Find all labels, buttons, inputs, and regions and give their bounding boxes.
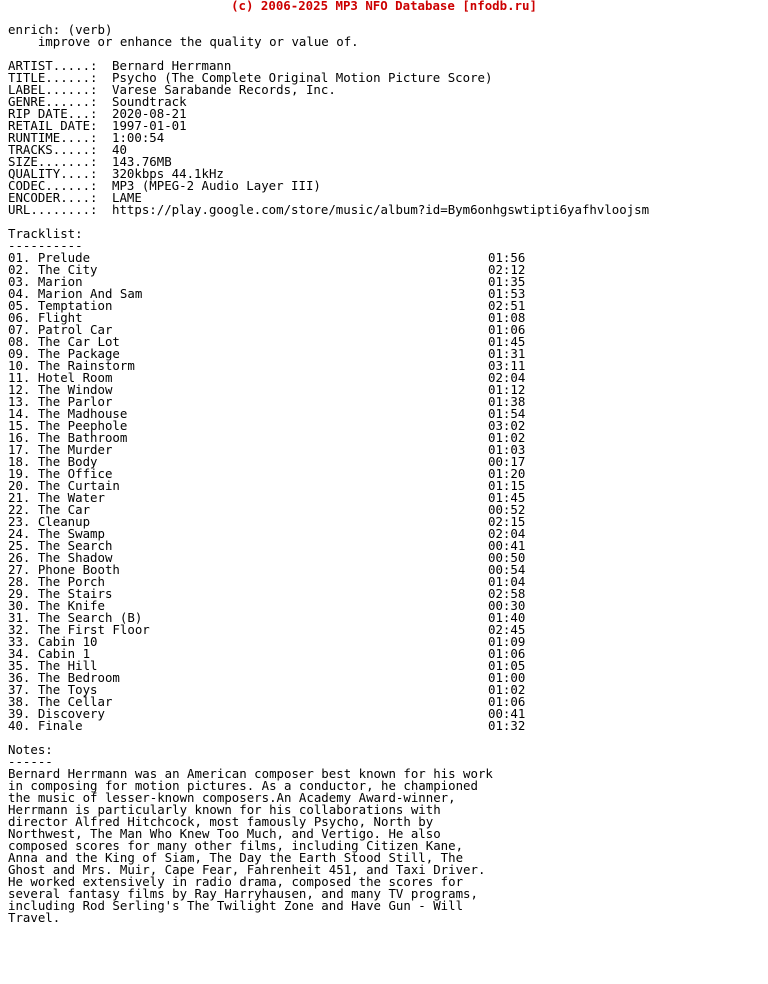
track-name: 03. Marion: [8, 274, 83, 289]
track-duration: 01:35: [488, 274, 526, 289]
track-name: 01. Prelude: [8, 250, 91, 265]
track-name: 35. The Hill: [8, 658, 98, 673]
track-name: 19. The Office: [8, 466, 113, 481]
track-duration: 03:11: [488, 358, 526, 373]
track-duration: 01:02: [488, 430, 526, 445]
info-value: 1997-01-01: [112, 118, 187, 133]
track-name: 24. The Swamp: [8, 526, 105, 541]
track-row: [8, 708, 525, 720]
track-name: 18. The Body: [8, 454, 98, 469]
info-key: RIP DATE...:: [8, 106, 105, 121]
track-duration: 00:41: [488, 706, 526, 721]
track-name: 23. Cleanup: [8, 514, 91, 529]
track-name: 08. The Car Lot: [8, 334, 120, 349]
info-key: LABEL......:: [8, 82, 105, 97]
track-duration: 01:56: [488, 250, 526, 265]
info-value: 2020-08-21: [112, 106, 187, 121]
info-key: URL........:: [8, 202, 105, 217]
track-duration: 01:45: [488, 334, 526, 349]
info-key: RETAIL DATE:: [8, 118, 105, 133]
track-duration: 01:31: [488, 346, 526, 361]
info-value: Psycho (The Complete Original Motion Picture Score): [112, 70, 493, 85]
definition-word: enrich: (verb): [8, 22, 113, 37]
tracklist-rule: ----------: [8, 238, 83, 253]
info-value: Bernard Herrmann: [112, 58, 232, 73]
info-key: CODEC......:: [8, 178, 105, 193]
info-value[interactable]: https://play.google.com/store/music/album?id=Bym6onhgswtipti6yafhvloojsm: [112, 202, 650, 217]
track-duration: 01:05: [488, 658, 526, 673]
track-name: 28. The Porch: [8, 574, 105, 589]
track-name: 38. The Cellar: [8, 694, 113, 709]
track-name: 40. Finale: [8, 718, 83, 733]
track-duration: 01:06: [488, 322, 526, 337]
info-key: ENCODER....:: [8, 190, 105, 205]
track-duration: 01:12: [488, 382, 526, 397]
track-name: 31. The Search (B): [8, 610, 143, 625]
notes-rule: ------: [8, 754, 53, 769]
track-name: 22. The Car: [8, 502, 91, 517]
track-duration: 02:51: [488, 298, 526, 313]
info-row: [8, 204, 649, 216]
track-duration: 01:32: [488, 718, 526, 733]
track-row: [8, 720, 525, 732]
info-key: ARTIST.....:: [8, 58, 105, 73]
track-name: 13. The Parlor: [8, 394, 113, 409]
track-duration: 01:02: [488, 682, 526, 697]
track-duration: 01:45: [488, 490, 526, 505]
track-name: 16. The Bathroom: [8, 430, 128, 445]
track-name: 29. The Stairs: [8, 586, 113, 601]
track-duration: 00:54: [488, 562, 526, 577]
track-name: 34. Cabin 1: [8, 646, 91, 661]
track-duration: 01:38: [488, 394, 526, 409]
track-duration: 00:41: [488, 538, 526, 553]
track-name: 27. Phone Booth: [8, 562, 120, 577]
track-duration: 01:40: [488, 610, 526, 625]
track-duration: 02:15: [488, 514, 526, 529]
tracklist-section: [8, 228, 525, 732]
track-duration: 03:02: [488, 418, 526, 433]
track-duration: 00:52: [488, 502, 526, 517]
track-duration: 01:20: [488, 466, 526, 481]
info-value: MP3 (MPEG-2 Audio Layer III): [112, 178, 321, 193]
notes-body: Bernard Herrmann was an American composer best known for his work in composing for motion pictures. As a conductor, he championed the music of lesser-known composers.An Academy Award-winner, Herrmann is particularly known for his collaborations with director Alfred Hitchcock, most famously Psycho, North by Northwest, The Man Who Knew Too Much, and Vertigo. He also composed scores for many other films, including Citizen Kane, Anna and the King of Siam, The Day the Earth Stood Still, The Ghost and Mrs. Muir, Cape Fear, Fahrenheit 451, and Taxi Driver. He worked extensively in radio drama, composed the scores for several fantasy films by Ray Harryhausen, and many TV programs, including Rod Serling's The Twilight Zone and Have Gun - Will Travel.: [8, 766, 493, 925]
track-duration: 01:54: [488, 406, 526, 421]
track-duration: 00:30: [488, 598, 526, 613]
info-value: 143.76MB: [112, 154, 172, 169]
track-name: 06. Flight: [8, 310, 83, 325]
track-name: 32. The First Floor: [8, 622, 150, 637]
track-duration: 02:58: [488, 586, 526, 601]
track-name: 25. The Search: [8, 538, 113, 553]
release-info: [8, 60, 649, 216]
site-header[interactable]: (c) 2006-2025 MP3 NFO Database [nfodb.ru]: [231, 0, 537, 13]
track-name: 33. Cabin 10: [8, 634, 98, 649]
tracklist-heading: Tracklist:: [8, 226, 83, 241]
track-duration: 01:00: [488, 670, 526, 685]
track-duration: 01:03: [488, 442, 526, 457]
track-duration: 01:06: [488, 694, 526, 709]
track-duration: 01:53: [488, 286, 526, 301]
info-value: Varese Sarabande Records, Inc.: [112, 82, 336, 97]
track-name: 26. The Shadow: [8, 550, 113, 565]
track-name: 05. Temptation: [8, 298, 113, 313]
track-duration: 00:17: [488, 454, 526, 469]
definition: [8, 24, 359, 48]
track-name: 09. The Package: [8, 346, 120, 361]
track-name: 12. The Window: [8, 382, 113, 397]
track-duration: 01:04: [488, 574, 526, 589]
track-name: 15. The Peephole: [8, 418, 128, 433]
track-duration: 02:04: [488, 526, 526, 541]
track-duration: 00:50: [488, 550, 526, 565]
track-name: 10. The Rainstorm: [8, 358, 135, 373]
notes-heading: Notes:: [8, 742, 53, 757]
track-name: 39. Discovery: [8, 706, 105, 721]
track-name: 21. The Water: [8, 490, 105, 505]
track-row: [8, 300, 525, 312]
track-name: 14. The Madhouse: [8, 406, 128, 421]
track-duration: 01:08: [488, 310, 526, 325]
info-key: TRACKS.....:: [8, 142, 105, 157]
info-value: LAME: [112, 190, 142, 205]
track-name: 04. Marion And Sam: [8, 286, 143, 301]
track-duration: 01:09: [488, 634, 526, 649]
info-key: RUNTIME....:: [8, 130, 105, 145]
notes-section: [8, 744, 493, 924]
track-name: 07. Patrol Car: [8, 322, 113, 337]
track-name: 36. The Bedroom: [8, 670, 120, 685]
track-list: [8, 252, 525, 732]
track-name: 37. The Toys: [8, 682, 98, 697]
info-value: 320kbps 44.1kHz: [112, 166, 224, 181]
track-duration: 02:04: [488, 370, 526, 385]
track-duration: 02:45: [488, 622, 526, 637]
track-name: 20. The Curtain: [8, 478, 120, 493]
track-name: 30. The Knife: [8, 598, 105, 613]
info-key: TITLE......:: [8, 70, 105, 85]
track-duration: 01:06: [488, 646, 526, 661]
info-value: 40: [112, 142, 127, 157]
track-duration: 02:12: [488, 262, 526, 277]
track-duration: 01:15: [488, 478, 526, 493]
info-key: QUALITY....:: [8, 166, 105, 181]
track-row: [8, 264, 525, 276]
info-key: SIZE.......:: [8, 154, 105, 169]
track-name: 17. The Murder: [8, 442, 113, 457]
definition-meaning: improve or enhance the quality or value of.: [8, 34, 359, 49]
info-value: Soundtrack: [112, 94, 187, 109]
track-name: 02. The City: [8, 262, 98, 277]
info-value: 1:00:54: [112, 130, 165, 145]
track-name: 11. Hotel Room: [8, 370, 113, 385]
info-key: GENRE......:: [8, 94, 105, 109]
